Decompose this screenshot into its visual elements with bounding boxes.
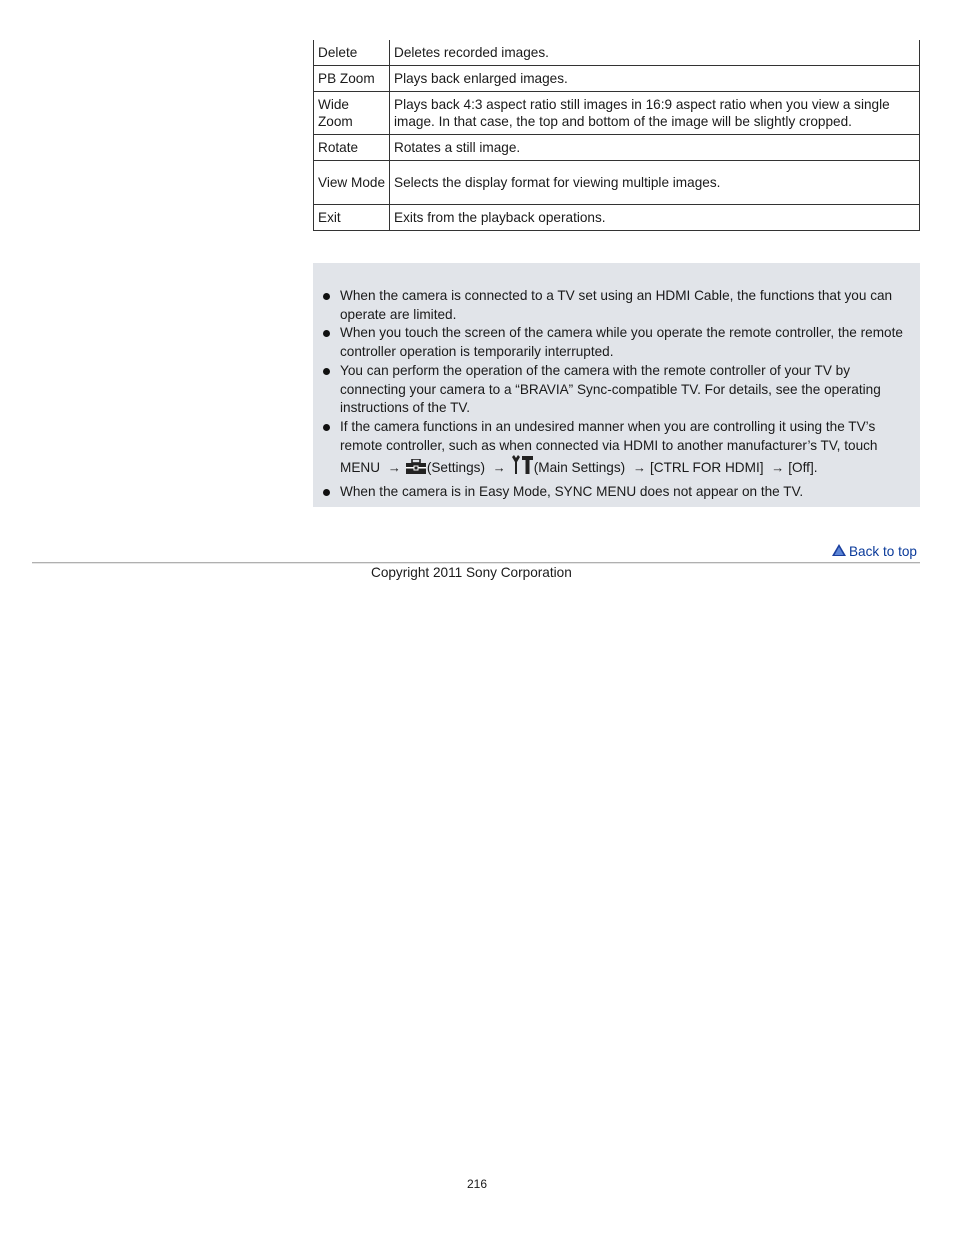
notes-box bbox=[313, 263, 920, 507]
operation-name: PB Zoom bbox=[314, 66, 390, 92]
table-row bbox=[314, 66, 920, 92]
operation-description: Plays back 4:3 aspect ratio still images in 16:9 aspect ratio when you view a single image. In that case, the top and bottom of the image will be slightly cropped. bbox=[390, 92, 920, 135]
back-to-top-link[interactable] bbox=[832, 544, 917, 559]
note-text: When the camera is in Easy Mode, SYNC MENU does not appear on the TV. bbox=[340, 484, 804, 500]
copyright-text: Copyright 2011 Sony Corporation bbox=[371, 565, 572, 580]
operation-name: Rotate bbox=[314, 135, 390, 161]
bullet-icon bbox=[323, 330, 330, 337]
table-row bbox=[314, 40, 920, 66]
note-text: When the camera is connected to a TV set using an HDMI Cable, the functions that you can operate are limited. bbox=[340, 288, 893, 322]
table-row bbox=[314, 135, 920, 161]
off-label: [Off]. bbox=[788, 460, 818, 476]
playback-operations-table bbox=[313, 40, 920, 231]
operation-description: Deletes recorded images. bbox=[390, 40, 920, 66]
operation-description: Rotates a still image. bbox=[390, 135, 920, 161]
settings-label: (Settings) bbox=[426, 460, 485, 476]
wrench-icon bbox=[511, 455, 533, 480]
arrow-right-icon: → bbox=[771, 460, 785, 476]
bullet-icon bbox=[323, 293, 330, 300]
bullet-icon bbox=[323, 368, 330, 375]
table-row bbox=[314, 92, 920, 135]
back-to-top-label[interactable]: Back to top bbox=[848, 544, 917, 559]
note-text: If the camera functions in an undesired manner when you are controlling it using the TV’s remote controller, such as when connected via HDMI to another manufacturer’s TV, touch MENU bbox=[340, 418, 878, 476]
page-number: 216 bbox=[466, 1177, 488, 1191]
operation-description: Plays back enlarged images. bbox=[390, 66, 920, 92]
operation-name: Wide Zoom bbox=[314, 92, 390, 135]
table-row bbox=[314, 205, 920, 231]
operation-name: View Mode bbox=[314, 161, 390, 205]
arrow-right-icon: → bbox=[632, 460, 646, 476]
main-settings-label: (Main Settings) bbox=[533, 460, 626, 476]
bullet-icon bbox=[323, 424, 330, 431]
note-text: When you touch the screen of the camera while you operate the remote controller, the remote controller operation is temporarily interrupted. bbox=[340, 325, 903, 360]
operation-name: Delete bbox=[314, 40, 390, 66]
list-item bbox=[313, 362, 920, 418]
bullet-icon bbox=[323, 489, 330, 496]
operation-description: Selects the display format for viewing multiple images. bbox=[390, 161, 920, 205]
list-item bbox=[313, 324, 920, 361]
list-item bbox=[313, 483, 920, 502]
table-row bbox=[314, 161, 920, 205]
note-text: You can perform the operation of the camera with the remote controller of your TV by connecting your camera to a “BRAVIA” Sync-compatible TV. For details, see the operating instructions of the TV. bbox=[340, 362, 881, 416]
list-item bbox=[313, 418, 920, 480]
triangle-up-icon bbox=[832, 544, 846, 559]
notes-list bbox=[313, 287, 920, 502]
list-item bbox=[313, 287, 920, 324]
arrow-right-icon: → bbox=[387, 460, 401, 476]
arrow-right-icon: → bbox=[492, 460, 506, 476]
ctrl-for-hdmi-label: [CTRL FOR HDMI] bbox=[649, 460, 764, 476]
operation-description: Exits from the playback operations. bbox=[390, 205, 920, 231]
toolbox-icon bbox=[406, 459, 426, 480]
operation-name: Exit bbox=[314, 205, 390, 231]
